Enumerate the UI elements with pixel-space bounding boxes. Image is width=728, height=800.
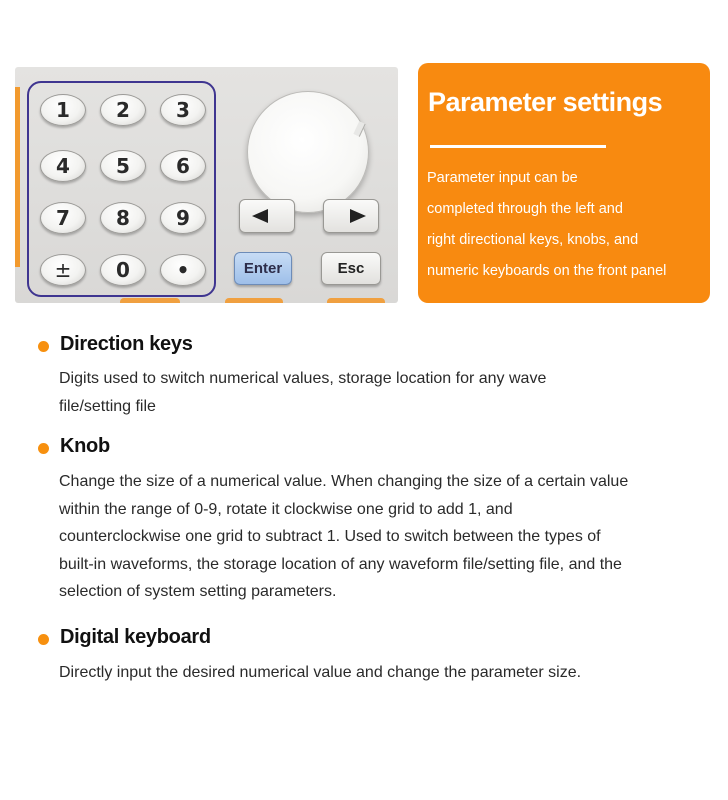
key-9: 9	[160, 202, 206, 234]
key-4: 4	[40, 150, 86, 182]
bullet-dot	[38, 443, 49, 454]
description-line: selection of system setting parameters.	[59, 583, 337, 600]
description-line: Digits used to switch numerical values, storage location for any wave	[59, 370, 547, 387]
key-0: 0	[100, 254, 146, 286]
description-line: Change the size of a numerical value. When changing the size of a certain value	[59, 473, 629, 490]
section-description	[59, 365, 719, 420]
card-line: numeric keyboards on the front panel	[427, 263, 667, 279]
parameter-settings-card	[418, 63, 710, 303]
esc-key: Esc	[321, 252, 381, 285]
description-line: built-in waveforms, the storage location of any waveform file/setting file, and the	[59, 555, 622, 573]
front-panel-image	[15, 67, 398, 303]
left-arrow-key	[239, 199, 295, 233]
description-line: within the range of 0-9, rotate it clockwise one grid to add 1, and	[59, 500, 513, 518]
key-3: 3	[160, 94, 206, 126]
description-line: file/setting file	[59, 397, 156, 415]
panel-bottom-tab	[120, 298, 180, 303]
key-decimal-point: •	[160, 254, 206, 286]
section-heading: Direction keys	[60, 333, 193, 355]
knob-notch	[353, 121, 365, 137]
card-line: completed through the left and	[427, 201, 623, 217]
key-7: 7	[40, 202, 86, 234]
key-plus-minus: ±	[40, 254, 86, 286]
key-6: 6	[160, 150, 206, 182]
key-5: 5	[100, 150, 146, 182]
key-2: 2	[100, 94, 146, 126]
key-1: 1	[40, 94, 86, 126]
card-line: right directional keys, knobs, and	[427, 232, 639, 248]
panel-orange-edge	[15, 87, 20, 267]
card-title: Parameter settings	[428, 87, 663, 117]
card-divider	[430, 145, 606, 148]
right-arrow-key	[323, 199, 379, 233]
description-line: counterclockwise one grid to subtract 1. Used to switch between the types of	[59, 528, 601, 545]
card-description	[427, 170, 666, 294]
card-line: Parameter input can be	[427, 170, 578, 186]
section-description	[59, 468, 719, 606]
rotary-knob	[247, 91, 369, 213]
enter-key: Enter	[234, 252, 292, 285]
left-arrow-icon	[240, 200, 294, 232]
panel-bottom-tab	[225, 298, 283, 303]
section-heading: Digital keyboard	[60, 626, 211, 648]
section-heading: Knob	[60, 435, 110, 457]
section-description	[59, 659, 719, 687]
panel-bottom-tab	[327, 298, 385, 303]
bullet-dot	[38, 341, 49, 352]
right-arrow-icon	[324, 200, 378, 232]
key-8: 8	[100, 202, 146, 234]
bullet-dot	[38, 634, 49, 645]
description-line: Directly input the desired numerical value and change the parameter size.	[59, 664, 582, 681]
numeric-keypad	[27, 81, 216, 297]
